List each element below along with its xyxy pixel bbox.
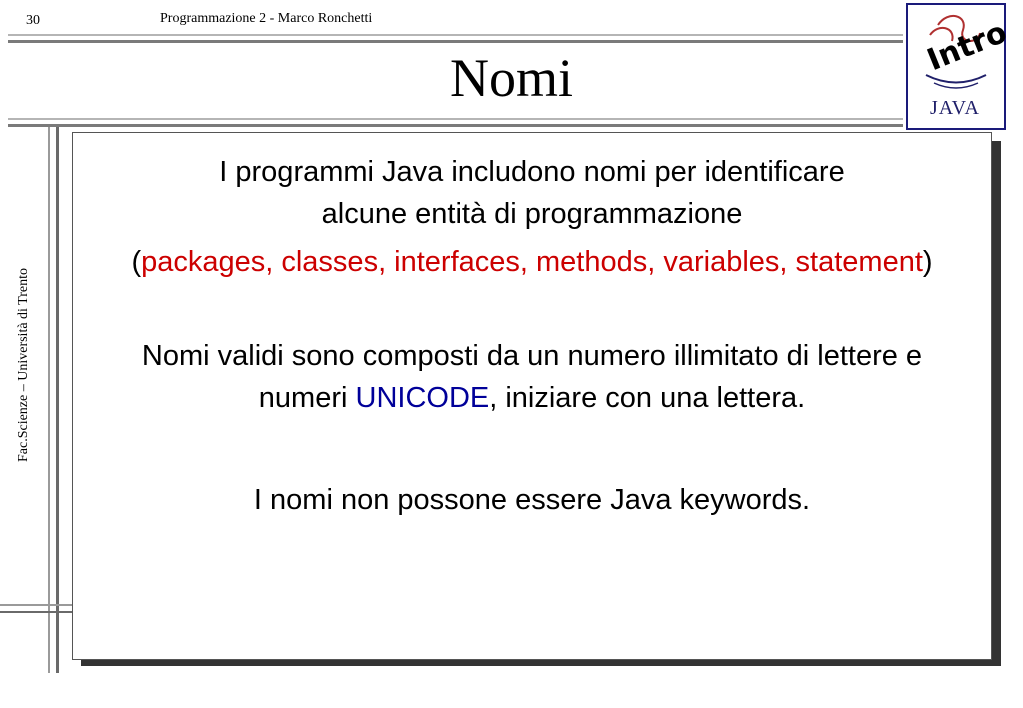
content-box <box>72 132 992 660</box>
close-paren: ) <box>922 246 933 278</box>
title-rule-light <box>8 118 903 120</box>
content-text <box>73 151 991 521</box>
logo-intro-text: Intro <box>922 14 1012 79</box>
logo-java-text: JAVA <box>930 97 980 119</box>
top-rule-dark <box>8 40 903 43</box>
bottom-rule-light <box>0 604 72 606</box>
valid-names-start: Nomi validi sono composti da un numero illimitato di lettere e numeri <box>141 340 923 414</box>
paragraph-keywords: I nomi non possone essere Java keywords. <box>253 484 811 516</box>
sidebar-affiliation: Fac.Scienze – Università di Trento <box>16 267 31 463</box>
bottom-rule-dark <box>0 611 72 613</box>
entity-list: packages, classes, interfaces, methods, variables, statement <box>141 246 923 278</box>
top-rule-light <box>8 34 903 36</box>
paragraph-entities <box>73 241 991 283</box>
title-rule-dark <box>8 124 903 127</box>
page-number: 30 <box>26 13 40 28</box>
valid-names-end: , iniziare con una lettera. <box>489 382 806 414</box>
open-paren: ( <box>131 246 142 278</box>
side-rule-light <box>48 127 50 673</box>
paragraph-valid-names <box>73 335 991 419</box>
side-rule-dark <box>56 127 59 673</box>
header-course-info: Programmazione 2 - Marco Ronchetti <box>160 11 373 26</box>
intro-java-logo <box>906 3 1012 130</box>
unicode-term: UNICODE <box>355 382 490 414</box>
paragraph-intro: I programmi Java includono nomi per identificare alcune entità di programmazione <box>219 156 845 230</box>
slide-title: Nomi <box>449 48 573 108</box>
